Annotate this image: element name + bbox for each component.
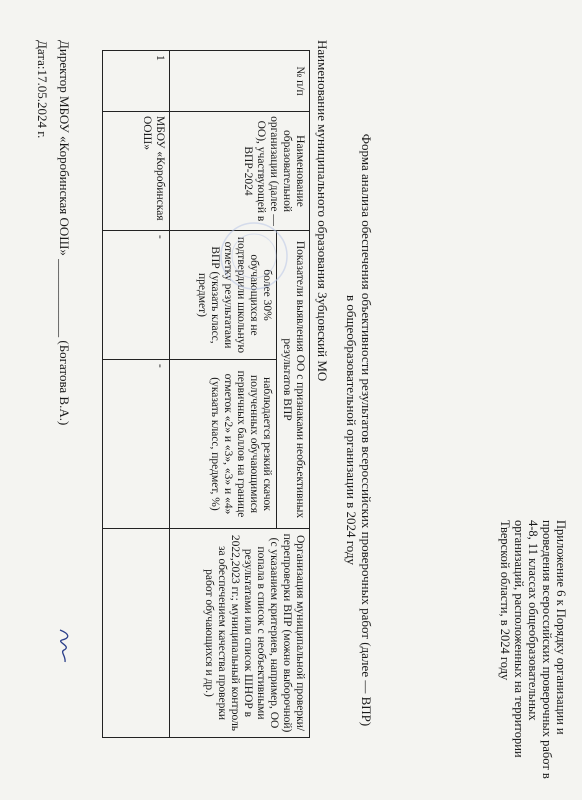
header-num: № п/п: [170, 51, 310, 112]
stamp-icon: [218, 220, 290, 292]
municipality-label: Наименование муниципального образования Зубцовский МО: [315, 40, 330, 382]
row-num: 1: [103, 51, 170, 112]
table-row: [103, 51, 170, 738]
row-org: МБОУ «Коробинская ООШ»: [103, 112, 170, 231]
analysis-table: [102, 50, 310, 738]
header-org: Наименование образовательной организации (далее — ОО), участвующей в ВПР-2024: [170, 112, 310, 231]
date-line: Дата:17.05.2024 г.: [35, 40, 50, 139]
row-indicator-2: -: [103, 360, 170, 529]
title-line-2: в общеобразовательной организации в 2024 году: [344, 294, 359, 566]
header-indicators: Показатели выявления ОО с признаками необъективных результатов ВПР: [277, 231, 310, 529]
header-indicator-1: более 30% обучающихся не подтвердили школьную отметку результатами ВПР (указать класс, предмет): [170, 231, 277, 360]
row-indicator-1: -: [103, 231, 170, 360]
header-indicator-2: наблюдается резкий скачок полученных обучающимися первичных баллов на границе отметок «2» и «3», «3» и «4» (указать класс, предмет, %): [170, 360, 277, 529]
director-line: Директор МБОУ «Коробинская ООШ» ____________ (Богатова В.А.): [57, 40, 72, 426]
row-org-check: [103, 529, 170, 738]
header-org-check: Организация муниципальной проверки/перепроверки ВПР (можно выборочной) (с указанием критериев, например, ОО попала в список с необъективными результатами или список ШНОР в 2022,2023 гг.; муниципальный контроль за обеспечением качества проверки работ обучающихся и др.): [170, 529, 310, 738]
appendix-note: Приложение 6 к Порядку организации и проведения всероссийских проверочных работ в 4-8, 11 классах общеобразовательных организаций, расположенных на территории Тверской области, в 2024 году: [498, 520, 568, 779]
title-line-1: Форма анализа обеспечения объективности результатов всероссийских проверочных работ (далее — ВПР): [359, 133, 374, 727]
signature-icon: [54, 628, 74, 664]
document-title: [344, 120, 374, 740]
